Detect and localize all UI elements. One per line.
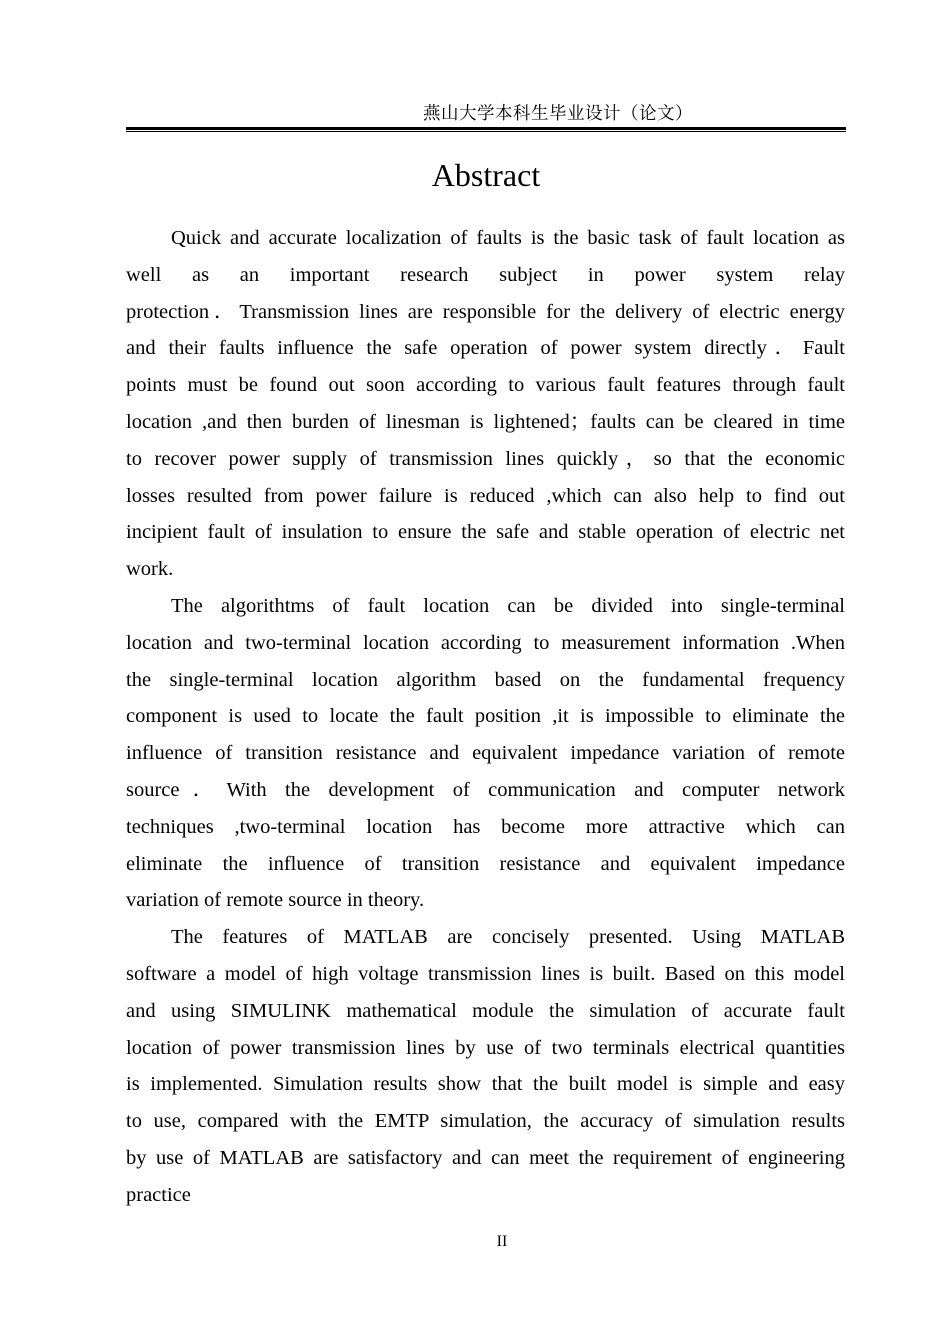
running-header: 燕山大学本科生毕业设计（论文） (423, 103, 693, 123)
text-line: to use, compared with the EMTP simulation, the accuracy of simulation results (126, 1110, 845, 1133)
text-line: Quick and accurate localization of faults is the basic task of fault location as (171, 227, 845, 249)
text-line: by use of MATLAB are satisfactory and can meet the requirement of engineering (126, 1146, 845, 1169)
text-line: source．With the development of communication and computer network (126, 778, 845, 801)
paragraph (126, 220, 845, 588)
text-line: location of power transmission lines by use of two terminals electrical quantities (126, 1036, 845, 1059)
text-line: points must be found out soon according to various fault features through fault (126, 374, 845, 397)
text-line: practice (126, 1183, 191, 1206)
text-line: well as an important research subject in power system relay (126, 263, 845, 286)
header-rule-thin (126, 131, 846, 132)
text-line: protection．Transmission lines are responsible for the delivery of electric energy (126, 300, 845, 323)
abstract-body (126, 220, 845, 1214)
text-line: the single-terminal location algorithm based on the fundamental frequency (126, 668, 845, 691)
text-line: eliminate the influence of transition resistance and equivalent impedance (126, 852, 845, 875)
text-line: software a model of high voltage transmission lines is built. Based on this model (126, 962, 845, 985)
text-line: variation of remote source in theory. (126, 889, 425, 912)
paragraph (126, 919, 845, 1213)
text-line: The features of MATLAB are concisely presented. Using MATLAB (171, 926, 845, 949)
header-rule-thick (126, 127, 846, 130)
text-line: and their faults influence the safe operation of power system directly．Fault (126, 337, 845, 360)
text-line: techniques ,two-terminal location has become more attractive which can (126, 815, 845, 838)
text-line: incipient fault of insulation to ensure the safe and stable operation of electric net (126, 521, 845, 544)
abstract-title: Abstract (431, 157, 541, 193)
text-line: The algorithtms of fault location can be divided into single-terminal (171, 594, 845, 617)
text-line: is implemented. Simulation results show that the built model is simple and easy (126, 1073, 845, 1096)
header-rule (126, 127, 846, 133)
text-line: component is used to locate the fault position ,it is impossible to eliminate the (126, 705, 845, 728)
text-line: and using SIMULINK mathematical module the simulation of accurate fault (126, 999, 845, 1022)
text-line: influence of transition resistance and equivalent impedance variation of remote (126, 742, 845, 765)
text-line: location and two-terminal location according to measurement information .When (126, 631, 845, 654)
page-number: II (496, 1233, 508, 1250)
text-line: location ,and then burden of linesman is lightened；faults can be cleared in time (126, 410, 845, 433)
paragraph (126, 588, 845, 919)
text-line: losses resulted from power failure is reduced ,which can also help to find out (126, 484, 845, 507)
text-line: to recover power supply of transmission lines quickly，so that the economic (126, 447, 845, 470)
text-line: work. (126, 558, 174, 581)
